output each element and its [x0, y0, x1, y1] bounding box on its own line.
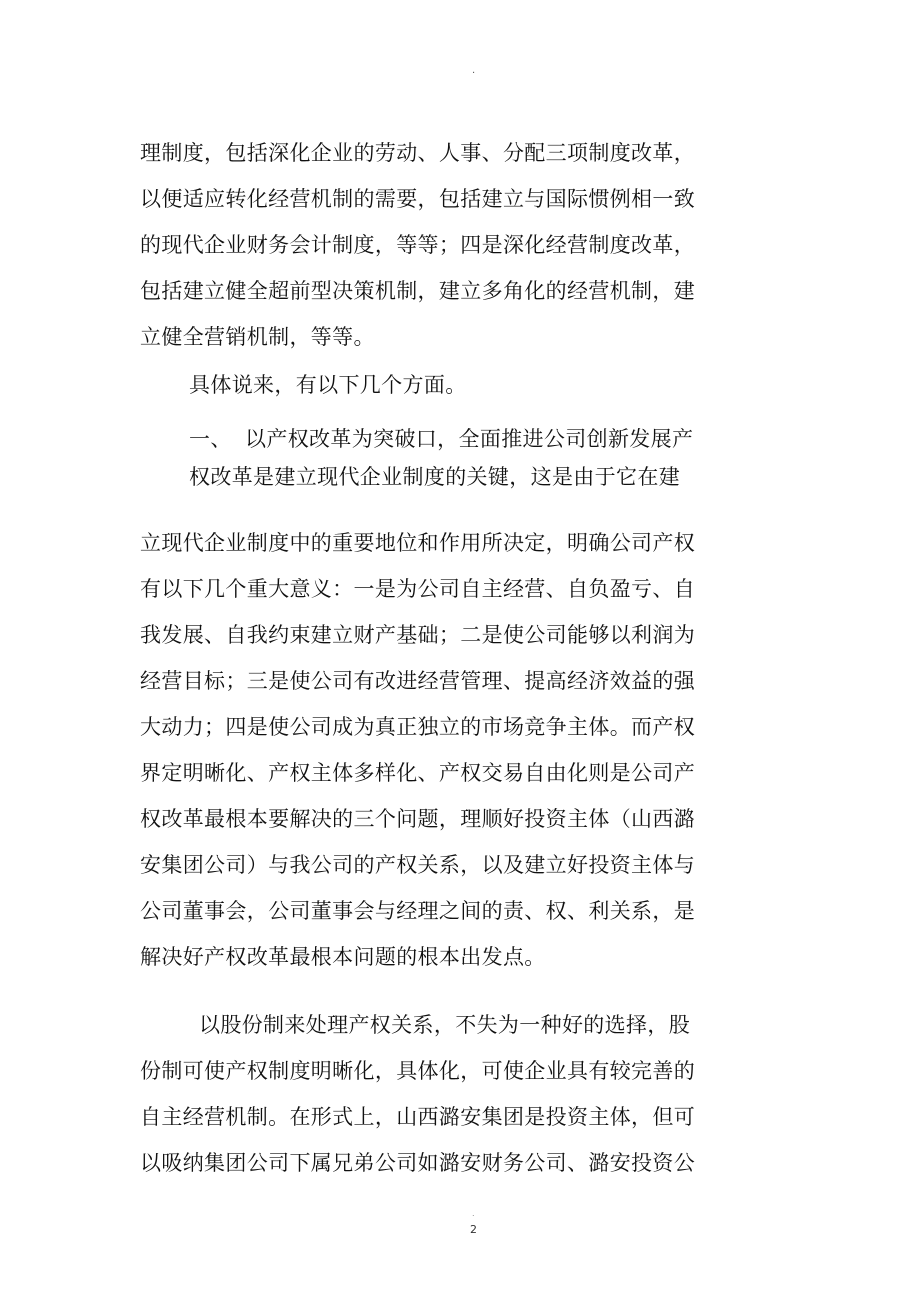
paragraph-4-line-2: 份制可使产权制度明晰化，具体化，可使企业具有较完善的 — [140, 1059, 696, 1083]
paragraph-1-line-4: 包括建立健全超前型决策机制，建立多角化的经营机制，建 — [140, 279, 696, 303]
paragraph-3-line-10: 解决好产权改革最根本问题的根本出发点。 — [140, 945, 546, 969]
paragraph-1-line-3: 的现代企业财务会计制度，等等；四是深化经营制度改革， — [140, 233, 696, 257]
section-1-number: 一、 — [189, 427, 232, 451]
footer-dot: . — [472, 1209, 475, 1218]
paragraph-3-line-3: 我发展、自我约束建立财产基础；二是使公司能够以利润为 — [140, 623, 696, 647]
header-dot: . — [472, 65, 476, 76]
paragraph-3-line-1: 立现代企业制度中的重要地位和作用所决定，明确公司产权 — [140, 531, 696, 555]
paragraph-4-line-4: 以吸纳集团公司下属兄弟公司如潞安财务公司、潞安投资公 — [140, 1151, 696, 1175]
paragraph-3-line-2: 有以下几个重大意义：一是为公司自主经营、自负盈亏、自 — [140, 577, 696, 601]
paragraph-3-line-9: 公司董事会，公司董事会与经理之间的责、权、利关系，是 — [140, 899, 696, 923]
paragraph-1-line-1: 理制度，包括深化企业的劳动、人事、分配三项制度改革， — [140, 141, 696, 165]
paragraph-4-line-1: 以股份制来处理产权关系，不失为一种好的选择，股 — [199, 1013, 691, 1037]
paragraph-1-line-2: 以便适应转化经营机制的需要，包括建立与国际惯例相一致 — [140, 187, 696, 211]
paragraph-3-line-4: 经营目标；三是使公司有改进经营管理、提高经济效益的强 — [140, 669, 696, 693]
page-number: 2 — [470, 1223, 477, 1236]
paragraph-1-line-5: 立健全营销机制，等等。 — [140, 325, 375, 349]
paragraph-3-line-8: 安集团公司）与我公司的产权关系，以及建立好投资主体与 — [140, 853, 696, 877]
section-1-title: 以产权改革为突破口，全面推进公司创新发展产 — [245, 427, 694, 451]
paragraph-2: 具体说来，有以下几个方面。 — [189, 373, 467, 397]
paragraph-3-line-6: 界定明晰化、产权主体多样化、产权交易自由化则是公司产 — [140, 761, 696, 785]
paragraph-3-line-7: 权改革最根本要解决的三个问题，理顺好投资主体（山西潞 — [140, 807, 696, 831]
paragraph-3-line-5: 大动力；四是使公司成为真正独立的市场竞争主体。而产权 — [140, 715, 696, 739]
paragraph-4-line-3: 自主经营机制。在形式上，山西潞安集团是投资主体，但可 — [140, 1105, 696, 1129]
section-1-title-continuation: 权改革是建立现代企业制度的关键，这是由于它在建 — [189, 465, 681, 489]
